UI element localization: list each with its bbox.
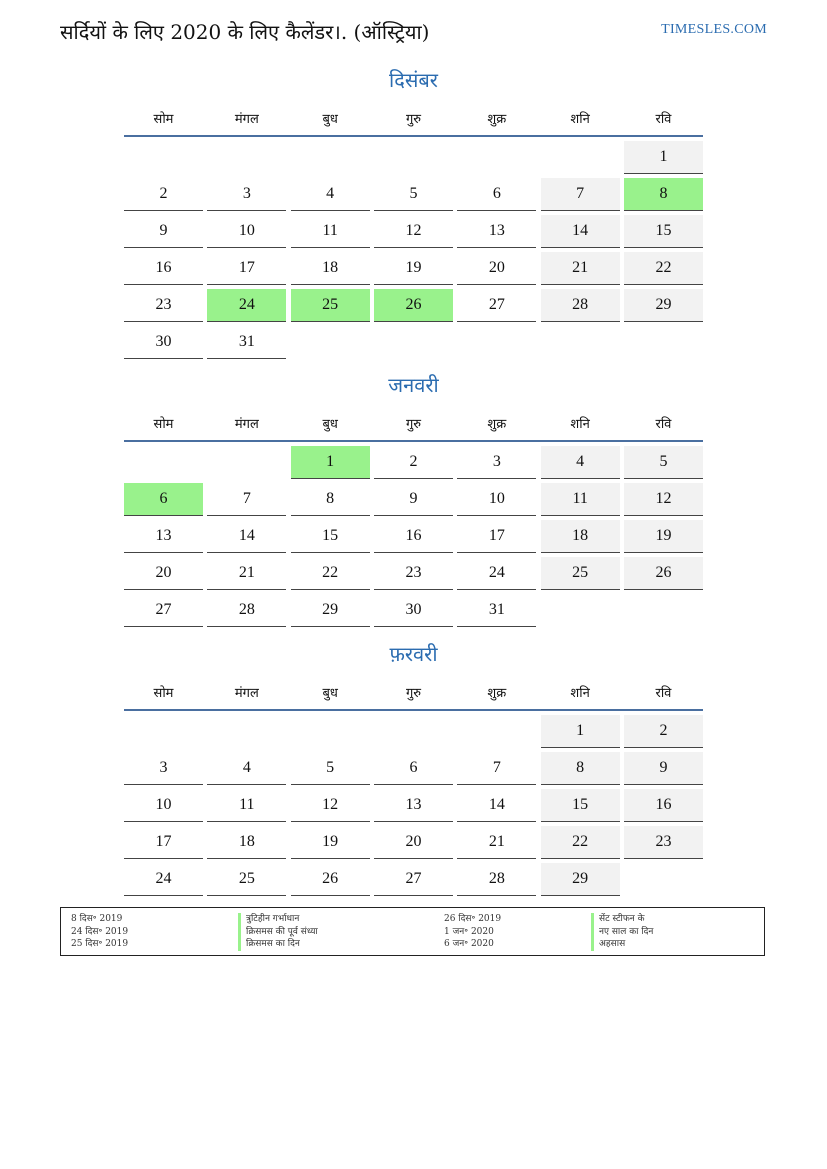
- day-cell: 16: [624, 789, 703, 822]
- day-cell: 9: [374, 483, 453, 516]
- legend-date: 25 दिस॰ 2019: [71, 939, 129, 949]
- empty-cell: [457, 715, 536, 747]
- day-cell: 1: [624, 141, 703, 174]
- weekday-label: रवि: [655, 686, 672, 701]
- legend-name: क्रिसमस का दिन: [246, 939, 300, 949]
- day-cell: 10: [124, 789, 203, 822]
- day-cell: 13: [374, 789, 453, 822]
- day-cell: 5: [624, 446, 703, 479]
- month-december: [124, 65, 703, 359]
- weekday-label: शुक्र: [487, 112, 507, 127]
- day-cell: 26: [624, 557, 703, 590]
- day-cell: 10: [207, 215, 286, 248]
- day-cell: 29: [541, 863, 620, 896]
- day-cell: 19: [291, 826, 370, 859]
- day-cell: 19: [624, 520, 703, 553]
- day-cell: 5: [374, 178, 453, 211]
- day-cell: 9: [124, 215, 203, 248]
- month-name: जनवरी: [388, 373, 439, 397]
- empty-cell: [291, 715, 370, 747]
- day-cell: 20: [124, 557, 203, 590]
- legend-date: 26 दिस॰ 2019: [444, 914, 502, 924]
- day-cell: 15: [541, 789, 620, 822]
- empty-cell: [291, 141, 370, 173]
- empty-cell: [374, 715, 453, 747]
- day-cell: 23: [624, 826, 703, 859]
- legend-date: 8 दिस॰ 2019: [71, 914, 123, 924]
- holiday-legend: [60, 907, 765, 956]
- legend-date: 6 जन॰ 2020: [444, 939, 494, 949]
- day-cell: 4: [291, 178, 370, 211]
- day-cell: 31: [207, 326, 286, 359]
- day-cell: 18: [541, 520, 620, 553]
- month-name: फ़रवरी: [389, 642, 438, 666]
- day-cell: 29: [624, 289, 703, 322]
- weekday-label: बुध: [322, 112, 338, 127]
- legend-name: नए साल का दिन: [599, 926, 654, 937]
- month-name: दिसंबर: [389, 68, 438, 92]
- day-cell: 2: [624, 715, 703, 748]
- day-cell: 21: [457, 826, 536, 859]
- legend-date: 24 दिस॰ 2019: [71, 926, 129, 937]
- day-cell: 1: [541, 715, 620, 748]
- weekday-label: रवि: [655, 417, 672, 432]
- day-cell: 16: [374, 520, 453, 553]
- day-cell: 25: [541, 557, 620, 590]
- day-cell: 30: [374, 594, 453, 627]
- weekday-label: गुरु: [405, 112, 422, 127]
- weekday-label: गुरु: [405, 417, 422, 432]
- day-cell: 3: [457, 446, 536, 479]
- day-cell: 2: [374, 446, 453, 479]
- month-february: [124, 639, 703, 896]
- day-cell: 21: [207, 557, 286, 590]
- day-cell: 26: [291, 863, 370, 896]
- empty-cell: [207, 715, 286, 747]
- day-cell: 4: [207, 752, 286, 785]
- day-cell: 27: [457, 289, 536, 322]
- weekday-header: [124, 101, 703, 137]
- weekday-label: शुक्र: [487, 686, 507, 701]
- day-cell: 2: [124, 178, 203, 211]
- day-cell: 14: [207, 520, 286, 553]
- legend-name: क्रिसमस की पूर्व संध्या: [246, 926, 318, 937]
- weekday-label: शुक्र: [487, 417, 507, 432]
- empty-cell: [124, 446, 203, 478]
- weekday-label: बुध: [322, 417, 338, 432]
- day-cell: 30: [124, 326, 203, 359]
- weekday-label: मंगल: [234, 417, 259, 432]
- legend-name: त्रुटिहीन गर्भाधान: [246, 914, 300, 924]
- day-cell: 9: [624, 752, 703, 785]
- day-cell: 28: [457, 863, 536, 896]
- day-cell: 21: [541, 252, 620, 285]
- day-cell: 20: [457, 252, 536, 285]
- holiday-day-cell: 24: [207, 289, 286, 322]
- day-cell: 8: [291, 483, 370, 516]
- day-cell: 29: [291, 594, 370, 627]
- day-cell: 20: [374, 826, 453, 859]
- day-cell: 10: [457, 483, 536, 516]
- day-cell: 27: [124, 594, 203, 627]
- day-cell: 24: [124, 863, 203, 896]
- holiday-day-cell: 6: [124, 483, 203, 516]
- day-cell: 23: [124, 289, 203, 322]
- page-title: सर्दियों के लिए 2020 के लिए कैलेंडर।. (ऑस्ट्रिया): [60, 20, 430, 44]
- day-cell: 17: [207, 252, 286, 285]
- day-cell: 3: [207, 178, 286, 211]
- day-grid: [124, 141, 703, 359]
- day-cell: 7: [541, 178, 620, 211]
- legend-names-2: [591, 913, 653, 951]
- legend-date: 1 जन॰ 2020: [444, 926, 494, 937]
- holiday-day-cell: 8: [624, 178, 703, 211]
- day-cell: 12: [374, 215, 453, 248]
- empty-cell: [374, 141, 453, 173]
- day-cell: 28: [207, 594, 286, 627]
- day-cell: 25: [207, 863, 286, 896]
- day-cell: 18: [291, 252, 370, 285]
- weekday-header: [124, 675, 703, 711]
- weekday-label: शनि: [570, 417, 590, 432]
- holiday-day-cell: 25: [291, 289, 370, 322]
- weekday-label: बुध: [322, 686, 338, 701]
- day-grid: [124, 715, 703, 896]
- weekday-label: सोम: [153, 112, 174, 127]
- day-cell: 28: [541, 289, 620, 322]
- empty-cell: [207, 141, 286, 173]
- weekday-header: [124, 406, 703, 442]
- weekday-label: शनि: [570, 112, 590, 127]
- legend-name: सेंट स्टीफन के: [599, 914, 645, 924]
- month-january: [124, 370, 703, 627]
- legend-name: अहसास: [599, 939, 626, 949]
- day-cell: 12: [291, 789, 370, 822]
- day-cell: 11: [541, 483, 620, 516]
- weekday-label: मंगल: [234, 686, 259, 701]
- day-cell: 14: [541, 215, 620, 248]
- day-cell: 7: [207, 483, 286, 516]
- day-cell: 3: [124, 752, 203, 785]
- holiday-day-cell: 26: [374, 289, 453, 322]
- day-cell: 31: [457, 594, 536, 627]
- day-grid: [124, 446, 703, 627]
- day-cell: 6: [457, 178, 536, 211]
- weekday-label: सोम: [153, 417, 174, 432]
- day-cell: 18: [207, 826, 286, 859]
- day-cell: 22: [291, 557, 370, 590]
- day-cell: 8: [541, 752, 620, 785]
- empty-cell: [124, 715, 203, 747]
- weekday-label: रवि: [655, 112, 672, 127]
- empty-cell: [541, 141, 620, 173]
- weekday-label: गुरु: [405, 686, 422, 701]
- empty-cell: [124, 141, 203, 173]
- day-cell: 17: [457, 520, 536, 553]
- legend-dates-2: [444, 913, 501, 951]
- weekday-label: सोम: [153, 686, 174, 701]
- day-cell: 11: [291, 215, 370, 248]
- day-cell: 5: [291, 752, 370, 785]
- empty-cell: [207, 446, 286, 478]
- day-cell: 6: [374, 752, 453, 785]
- weekday-label: शनि: [570, 686, 590, 701]
- day-cell: 19: [374, 252, 453, 285]
- holiday-day-cell: 1: [291, 446, 370, 479]
- day-cell: 22: [541, 826, 620, 859]
- day-cell: 22: [624, 252, 703, 285]
- legend-names-1: [238, 913, 318, 951]
- site-link[interactable]: TIMESLES.COM: [661, 22, 767, 37]
- day-cell: 24: [457, 557, 536, 590]
- legend-dates-1: [71, 913, 128, 951]
- day-cell: 23: [374, 557, 453, 590]
- empty-cell: [457, 141, 536, 173]
- day-cell: 16: [124, 252, 203, 285]
- day-cell: 13: [457, 215, 536, 248]
- day-cell: 17: [124, 826, 203, 859]
- day-cell: 14: [457, 789, 536, 822]
- day-cell: 7: [457, 752, 536, 785]
- day-cell: 13: [124, 520, 203, 553]
- day-cell: 27: [374, 863, 453, 896]
- day-cell: 12: [624, 483, 703, 516]
- day-cell: 4: [541, 446, 620, 479]
- day-cell: 15: [291, 520, 370, 553]
- day-cell: 15: [624, 215, 703, 248]
- weekday-label: मंगल: [234, 112, 259, 127]
- day-cell: 11: [207, 789, 286, 822]
